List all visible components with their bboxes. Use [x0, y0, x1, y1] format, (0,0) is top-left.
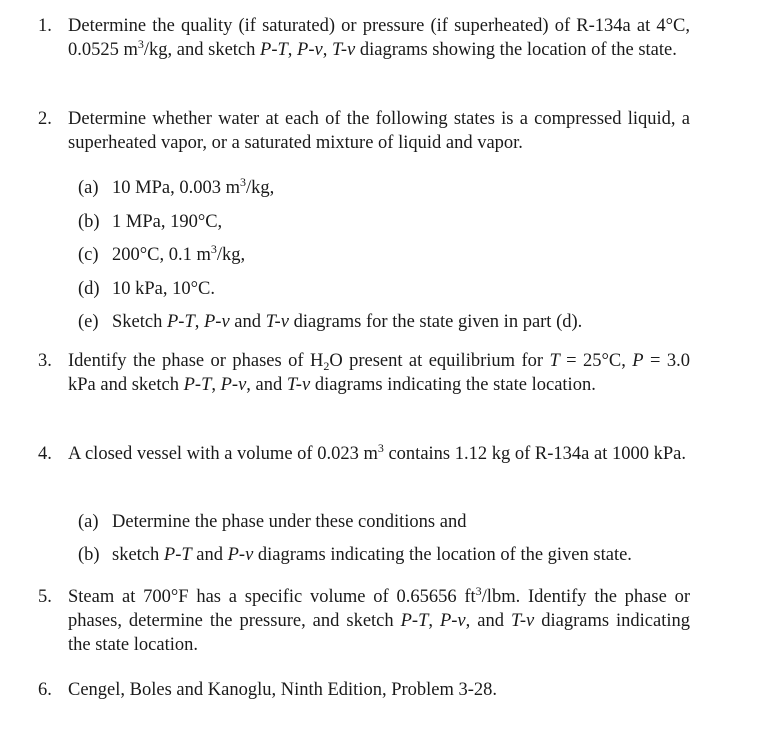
problem-2-part-c: (c) 200°C, 0.1 $m^3/kg$,	[78, 242, 246, 265]
problem-text: Determine the quality (if saturated) or pressure (if superheated) of R-134a at 4°C, 0.0525 $m^3/kg$, and sketch P-T, P-v, T-v diagrams showing the location of the state.	[68, 16, 690, 60]
problem-1	[38, 14, 690, 62]
problem-number: 5.	[38, 587, 52, 607]
problem-text: Steam at 700°F has a specific volume of 0.65656 $ft^3$/lbm. Identify the phase or phases, determine the pressure, and sketch P-T, P-v, and T-v diagrams indicating the state location.	[68, 584, 690, 655]
problem-text: A closed vessel with a volume of 0.023 $m^3$ contains 1.12 kg of R-134a at 1000 kPa.	[68, 441, 686, 464]
problem-2-part-e: (e) Sketch P-T, P-v and T-v diagrams for the state given in part (d).	[78, 312, 583, 332]
problem-2	[38, 107, 690, 155]
problem-2-part-d: (d) 10 kPa, 10°C.	[78, 279, 215, 299]
problem-number: 6.	[38, 680, 52, 700]
problem-3	[38, 349, 690, 397]
problem-2-part-b: (b) 1 MPa, 190°C,	[78, 212, 223, 232]
problem-4-part-a: (a) Determine the phase under these conditions and	[78, 512, 467, 532]
problem-text: Identify the phase or phases of $H_2O$ present at equilibrium for T = 25°C, P = 3.0 kPa and sketch P-T, P-v, and T-v diagrams indicating the state location.	[68, 351, 691, 395]
problem-number: 4.	[38, 444, 52, 464]
problem-number: 1.	[38, 16, 52, 36]
problem-number: 3.	[38, 351, 52, 371]
problem-number: 2.	[38, 109, 52, 129]
problem-5	[38, 585, 690, 657]
problem-4-part-b: (b) sketch P-T and P-v diagrams indicating the location of the given state.	[78, 545, 632, 565]
problem-text: Determine whether water at each of the following states is a compressed liquid, a superheated vapor, or a saturated mixture of liquid and vapor.	[68, 109, 690, 153]
problem-text: Cengel, Boles and Kanoglu, Ninth Edition, Problem 3-28.	[68, 680, 498, 700]
problem-2-part-a: (a) 10 MPa, 0.003 $m^3/kg$,	[78, 175, 275, 198]
problem-4	[38, 442, 690, 466]
problem-6	[38, 678, 690, 702]
